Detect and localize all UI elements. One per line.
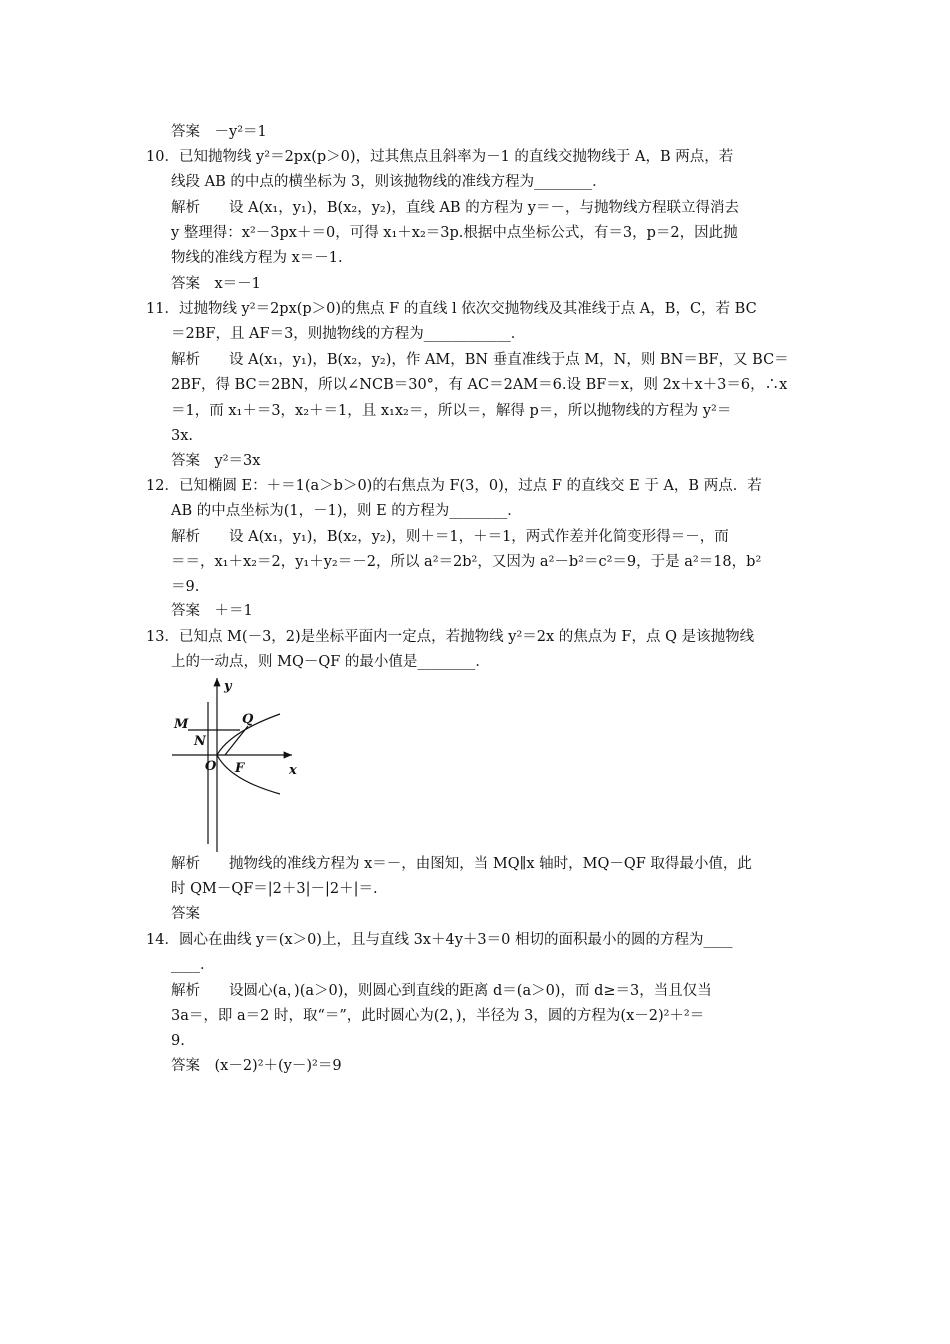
- problem-10-line: 线段 AB 的中点的横坐标为 3，则该抛物线的准线方程为________．: [171, 174, 607, 190]
- problem-11-line: 11．过抛物线 y²＝2px(p＞0)的焦点 F 的直线 l 依次交抛物线及其准线于点 A，B，C，若 BC: [146, 301, 757, 317]
- solution-line: 9.: [171, 1033, 185, 1049]
- label-F: F: [235, 761, 245, 776]
- problem-13-line: 上的一动点，则 MQ－QF 的最小值是________．: [171, 654, 490, 670]
- label-O: O: [205, 759, 217, 774]
- problem-10-line: 10．已知抛物线 y²＝2px(p＞0)，过其焦点且斜率为－1 的直线交抛物线于 A，B 两点，若: [146, 149, 734, 165]
- solution-line: 解析 设 A(x₁，y₁)，B(x₂，y₂)，作 AM，BN 垂直准线于点 M，N，则 BN＝BF，又 BC＝: [171, 352, 789, 368]
- answer-line: 答案 (x－2)²＋(y－)²＝9: [171, 1058, 342, 1074]
- solution-line: ＝1，而 x₁＋＝3，x₂＋＝1，且 x₁x₂＝，所以＝，解得 p＝，所以抛物线的方程为 y²＝: [171, 403, 732, 419]
- solution-line: ＝9.: [171, 579, 200, 595]
- problem-11-line: ＝2BF，且 AF＝3，则抛物线的方程为____________．: [171, 326, 526, 342]
- solution-line: y 整理得：x²－3px＋＝0，可得 x₁＋x₂＝3p.根据中点坐标公式，有＝3，p＝2，因此抛: [171, 225, 738, 241]
- problem-12-line: 12．已知椭圆 E：＋＝1(a＞b＞0)的右焦点为 F(3，0)，过点 F 的直线交 E 于 A，B 两点．若: [146, 478, 762, 494]
- solution-line: ＝＝，x₁＋x₂＝2，y₁＋y₂＝－2，所以 a²＝2b²，又因为 a²－b²＝c²＝9，于是 a²＝18，b²: [171, 554, 762, 570]
- answer-line: 答案: [171, 906, 200, 922]
- solution-line: 解析 设 A(x₁，y₁)，B(x₂，y₂)，则＋＝1，＋＝1，两式作差并化简变形得＝－，而: [171, 529, 729, 545]
- solution-line: 时 QM－QF＝|2＋3|－|2＋|＝.: [171, 881, 378, 897]
- solution-line: 2BF，得 BC＝2BN，所以∠NCB＝30°，有 AC＝2AM＝6.设 BF＝x，则 2x＋x＋3＝6，∴x: [171, 377, 788, 393]
- answer-line: 答案 ＋＝1: [171, 603, 253, 619]
- solution-line: 物线的准线方程为 x＝－1.: [171, 250, 343, 266]
- problem-14-line: ____．: [171, 957, 215, 973]
- answer-line: 答案 －y²＝1: [171, 124, 267, 140]
- label-x: x: [289, 763, 297, 778]
- answer-line: 答案 x＝－1: [171, 276, 261, 292]
- label-N: N: [194, 734, 206, 749]
- solution-line: 3x.: [171, 428, 194, 444]
- answer-line: 答案 y²＝3x: [171, 453, 261, 469]
- label-M: M: [174, 717, 189, 732]
- problem-14-line: 14．圆心在曲线 y＝(x＞0)上，且与直线 3x＋4y＋3＝0 相切的面积最小的圆的方程为____: [146, 932, 733, 948]
- problem-12-line: AB 的中点坐标为(1，－1)，则 E 的方程为________．: [171, 503, 522, 519]
- parabola-figure: [168, 676, 308, 854]
- solution-line: 解析 抛物线的准线方程为 x＝－，由图知，当 MQ∥x 轴时，MQ－QF 取得最小值，此: [171, 856, 752, 872]
- solution-line: 解析 设 A(x₁，y₁)，B(x₂，y₂)，直线 AB 的方程为 y＝－，与抛物线方程联立得消去: [171, 200, 739, 216]
- solution-line: 3a＝，即 a＝2 时，取“＝”，此时圆心为(2，)，半径为 3，圆的方程为(x－2)²＋²＝: [171, 1008, 705, 1024]
- solution-line: 解析 设圆心(a，)(a＞0)，则圆心到直线的距离 d＝(a＞0)，而 d≥＝3，当且仅当: [171, 983, 712, 999]
- label-Q: Q: [242, 712, 254, 727]
- problem-13-line: 13．已知点 M(－3，2)是坐标平面内一定点，若抛物线 y²＝2x 的焦点为 F，点 Q 是该抛物线: [146, 629, 755, 645]
- label-y: y: [224, 679, 232, 694]
